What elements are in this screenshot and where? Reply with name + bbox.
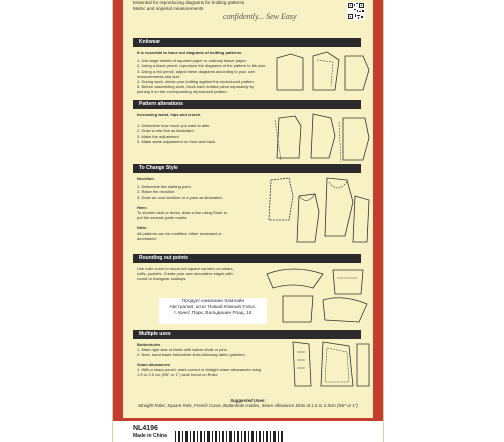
section-body-style xyxy=(137,176,267,241)
alterations-diagram-icon xyxy=(273,112,373,162)
card-red-stripe-right xyxy=(373,0,383,442)
knitwear-step: 5. Before assembling work, block each knitted piece separately by xyxy=(137,84,254,90)
section-header-multiple: Multiple uses xyxy=(133,330,361,339)
alterations-step: 3. Make the adjustment. xyxy=(137,133,180,139)
suggested-uses xyxy=(123,398,373,409)
brand-logo: confidently... Sew Easy xyxy=(223,12,297,21)
alterations-step: 2. Draw a new line as illustrated. xyxy=(137,128,195,134)
buttonholes-label: Buttonholes xyxy=(137,342,161,347)
product-sku: NL4196 xyxy=(133,425,158,432)
neckline-step: 1. Determine the starting point. xyxy=(137,184,192,190)
section-body-alterations xyxy=(137,112,257,144)
address-line-3: г. Кингс Парк, Вальдишин Роад, 16 xyxy=(174,311,252,316)
intro-text xyxy=(133,0,313,11)
neckline-step: 3. Draw an oval neckline or a yoke as illustrated. xyxy=(137,194,223,200)
suggested-uses-title: Suggested Uses: xyxy=(230,398,266,403)
hem-text: put the several guide marks. xyxy=(137,215,188,221)
seam-text: 1.5 or 2.5 cm (5/8" or 1") slots found on Ruler. xyxy=(137,372,219,378)
section-header-style: To Change Style xyxy=(133,164,361,173)
section-header-knitwear: Knitwear xyxy=(133,38,361,47)
rounding-text: Use ruler curve to round out square corners on collars, xyxy=(137,266,234,271)
section-body-knitwear xyxy=(137,50,267,95)
alterations-step: 4. Make same adjustment on front and back. xyxy=(137,138,216,144)
alterations-lead: Increasing waist, hips and crotch. xyxy=(137,112,202,117)
card-red-stripe-left xyxy=(113,0,123,442)
alterations-step: 1. Determine how much you want to alter. xyxy=(137,123,211,129)
note-text: All patterns can be modified: either increased or xyxy=(137,230,222,236)
barcode-icon xyxy=(173,430,293,442)
intro-line-2: Metric and imperial measurements xyxy=(133,5,204,11)
section-body-rounding xyxy=(137,266,257,282)
seam-text: 1. With a sharp pencil, mark curved or straight seam allowances using xyxy=(137,366,262,372)
note-label: Note: xyxy=(137,225,148,231)
address-line-2: Австралия, штат Новый Южный Уэльс, xyxy=(169,305,257,310)
buttonholes-step: 2. Next, hand baste buttonhole lines following fabric grainline. xyxy=(137,352,246,358)
section-header-alterations: Pattern alterations xyxy=(133,100,361,109)
hem-label: Hem: xyxy=(137,204,148,210)
rounding-diagram-icon xyxy=(263,264,373,324)
card-inner xyxy=(123,0,373,442)
rounding-text: round or triangular scallops. xyxy=(137,276,187,282)
note-text: decreased. xyxy=(137,235,157,241)
product-card xyxy=(112,0,384,442)
suggested-uses-text: Straight Ruler, Square Rule, French Curve, Buttonhole Guides, Seam Allowance Slots at 1.5 or 2.5cm (5/8" or 1") xyxy=(138,403,358,409)
rounding-text: cuffs, pockets. Create your own decorative edges with xyxy=(137,271,233,277)
knitwear-step: 1. Use large sheets of squared paper or ordinary tissue paper. xyxy=(137,58,247,64)
knitwear-diagram-icon xyxy=(273,50,373,94)
seam-label: Seam allowances xyxy=(137,361,171,367)
hem-text: To shorten skirt or dress, draw a line using Ruler to xyxy=(137,210,228,216)
knitwear-step: pinning it on the corresponding reproduced pattern. xyxy=(137,89,228,95)
intro-line-1: Essential for reproducing diagrams for knitting patterns xyxy=(133,0,245,5)
knitwear-step: measurements and size. xyxy=(137,73,181,79)
importer-address-sticker xyxy=(159,298,267,324)
qr-code-icon xyxy=(347,2,365,20)
knitwear-step: 4. During work, check your knitting against the reproduced pattern. xyxy=(137,79,255,85)
section-body-multiple xyxy=(137,342,287,377)
card-header xyxy=(123,0,373,30)
knitwear-lead: It is essential to trace out diagrams of knitting patterns xyxy=(137,50,242,55)
buttonholes-step: 1. Mark right side of fabric with tailors chalk or pins. xyxy=(137,347,228,353)
knitwear-step: 2. Using a black pencil, reproduce the diagrams of the pattern to life-size. xyxy=(137,63,267,69)
neckline-step: 2. Raise the neckline. xyxy=(137,189,176,195)
knitwear-step: 3. Using a red pencil, adjust these diagrams according to your own xyxy=(137,68,256,74)
address-line-1: Продукт компании Хемлайн xyxy=(181,299,245,304)
style-diagram-icon xyxy=(263,176,373,248)
section-header-rounding: Rounding out points xyxy=(133,254,361,263)
neckline-label: Neckline: xyxy=(137,176,155,181)
multiple-uses-diagram-icon xyxy=(289,340,373,390)
made-in-label: Made in China xyxy=(133,433,167,439)
